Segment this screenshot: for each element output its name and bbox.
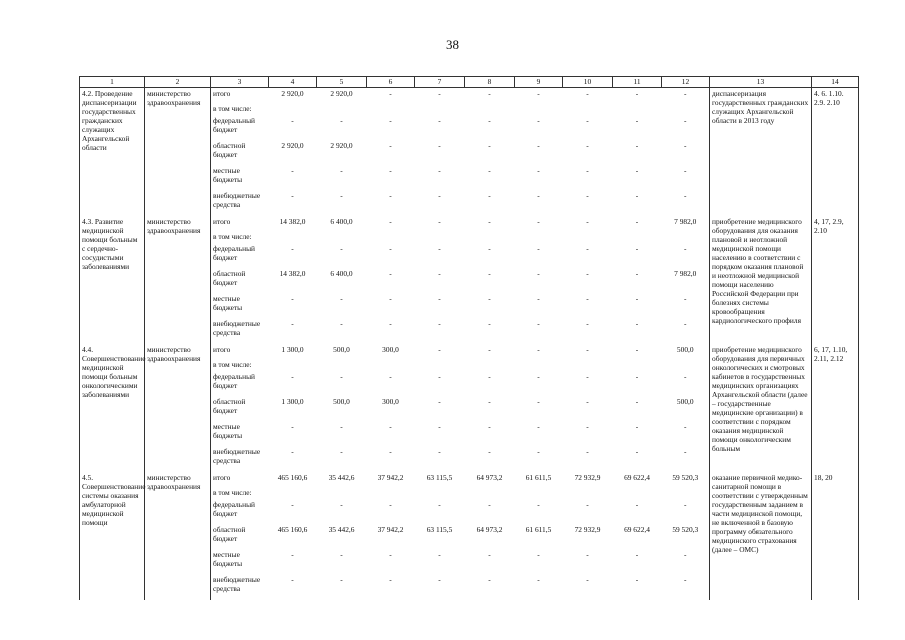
amount-cell: -	[635, 550, 639, 559]
amount-cell: 465 160,6	[277, 473, 308, 482]
amount-cell: -	[389, 294, 392, 303]
amount-cell	[269, 488, 317, 500]
amount-cell: -	[389, 191, 392, 200]
amount-cell: -	[438, 294, 441, 303]
amount-cell: -	[537, 294, 540, 303]
amount-cell: -	[340, 372, 343, 381]
amount-cell: 6 400,0	[330, 217, 353, 226]
amount-cell	[515, 232, 563, 244]
amount-cell: 500,0	[676, 345, 694, 354]
amount-cell: -	[635, 116, 639, 125]
amount-cell: 35 442,6	[328, 525, 355, 534]
amount-cell: -	[586, 217, 589, 226]
amount-cell	[415, 232, 465, 244]
amount-cell	[415, 488, 465, 500]
amount-cell: -	[291, 575, 294, 584]
amount-cell	[613, 232, 662, 244]
amount-cell: -	[488, 422, 491, 431]
amount-cell	[415, 104, 465, 116]
funding-source: областной бюджет	[213, 141, 246, 159]
amount-cell: -	[586, 447, 589, 456]
amount-cell: -	[438, 575, 441, 584]
funding-source: итого	[213, 345, 231, 354]
amount-cell: -	[389, 244, 392, 253]
amount-cell	[317, 488, 367, 500]
funding-source: в том числе:	[213, 488, 252, 497]
amount-cell: -	[586, 269, 589, 278]
amount-cell: -	[537, 269, 540, 278]
amount-cell: -	[389, 269, 392, 278]
amount-cell: -	[488, 294, 491, 303]
amount-cell	[269, 104, 317, 116]
amount-cell: -	[537, 244, 540, 253]
expected-result: приобретение медицинского оборудования для оказания плановой и неотложной медицинской помощи населению в соответствии с порядком оказания плановой и неотложной медицинской помощи населению Российской Федерации при болезнях системы кровообращения кардиологического профиля	[710, 216, 812, 344]
executor: министерство здравоохранения	[145, 472, 211, 600]
funding-source: итого	[213, 89, 231, 98]
activity-name: 4.5. Совершенствование системы оказания амбулаторной медицинской помощи	[80, 472, 145, 600]
amount-cell: -	[389, 550, 392, 559]
amount-cell: -	[389, 116, 392, 125]
amount-cell: -	[635, 447, 639, 456]
amount-cell	[563, 232, 613, 244]
column-number: 7	[415, 77, 465, 88]
funding-source: областной бюджет	[213, 397, 246, 415]
funding-source: в том числе:	[213, 104, 252, 113]
amount-cell	[367, 360, 415, 372]
amount-cell: -	[684, 575, 687, 584]
amount-cell: 37 942,2	[377, 473, 404, 482]
funding-source: федеральный бюджет	[213, 500, 255, 518]
column-number: 2	[145, 77, 211, 88]
amount-cell: 500,0	[333, 345, 350, 354]
expected-result: оказание первичной медико-санитарной помощи в соответствии с утвержденным государственным заданием в части медицинской помощи, не включенной в базовую программу обязательного медицинского страхования (далее – ОМС)	[710, 472, 812, 600]
amount-cell: -	[389, 422, 392, 431]
amount-cell	[367, 488, 415, 500]
amount-cell: 300,0	[382, 397, 399, 406]
amount-cell: -	[340, 191, 343, 200]
amount-cell: -	[537, 319, 540, 328]
amount-cell: 69 622,4	[624, 473, 650, 482]
amount-cell: 500,0	[333, 397, 350, 406]
funding-source: итого	[213, 217, 231, 226]
amount-cell: -	[635, 372, 639, 381]
amount-cell: -	[488, 447, 491, 456]
funding-source: местные бюджеты	[213, 550, 243, 568]
amount-cell: -	[537, 89, 540, 98]
amount-cell: -	[684, 141, 687, 150]
amount-cell	[613, 104, 662, 116]
amount-cell: -	[340, 550, 343, 559]
amount-cell: -	[389, 141, 392, 150]
amount-cell	[465, 104, 515, 116]
column-number: 3	[211, 77, 269, 88]
amount-cell: -	[635, 89, 639, 98]
amount-cell: -	[488, 269, 491, 278]
amount-cell: -	[635, 500, 639, 509]
amount-cell: -	[291, 422, 294, 431]
amount-cell	[269, 360, 317, 372]
amount-cell: -	[684, 116, 687, 125]
amount-cell: -	[537, 217, 540, 226]
amount-cell: -	[684, 244, 687, 253]
amount-cell	[465, 360, 515, 372]
amount-cell: -	[635, 294, 639, 303]
amount-cell: -	[635, 244, 639, 253]
amount-cell	[662, 360, 710, 372]
column-number: 12	[662, 77, 710, 88]
amount-cell	[367, 104, 415, 116]
amount-cell: 35 442,6	[328, 473, 355, 482]
amount-cell: -	[438, 397, 441, 406]
amount-cell: -	[488, 191, 491, 200]
amount-cell: -	[635, 269, 639, 278]
column-number: 14	[812, 77, 859, 88]
amount-cell: -	[635, 319, 639, 328]
amount-cell: -	[586, 397, 589, 406]
amount-cell: -	[438, 345, 441, 354]
amount-cell: -	[438, 422, 441, 431]
amount-cell: 1 300,0	[281, 345, 304, 354]
funding-source: областной бюджет	[213, 525, 246, 543]
amount-cell: -	[291, 500, 294, 509]
amount-cell: -	[438, 550, 441, 559]
amount-cell	[515, 360, 563, 372]
amount-cell: -	[488, 89, 491, 98]
column-number: 8	[465, 77, 515, 88]
amount-cell: -	[488, 244, 491, 253]
amount-cell	[317, 104, 367, 116]
amount-cell: -	[488, 116, 491, 125]
amount-cell: -	[684, 89, 687, 98]
amount-cell: -	[684, 294, 687, 303]
amount-cell	[317, 232, 367, 244]
amount-cell: 72 932,9	[574, 473, 601, 482]
funding-source: местные бюджеты	[213, 422, 243, 440]
funding-row	[80, 344, 859, 360]
amount-cell: -	[340, 447, 343, 456]
amount-cell: 2 920,0	[281, 89, 304, 98]
amount-cell: -	[340, 166, 343, 175]
amount-cell: -	[389, 89, 392, 98]
amount-cell: -	[537, 372, 540, 381]
amount-cell: -	[586, 422, 589, 431]
amount-cell: -	[488, 141, 491, 150]
amount-cell: -	[389, 166, 392, 175]
amount-cell: -	[537, 550, 540, 559]
amount-cell: -	[537, 575, 540, 584]
amount-cell: -	[438, 269, 441, 278]
amount-cell: 69 622,4	[624, 525, 650, 534]
amount-cell: -	[438, 244, 441, 253]
amount-cell: 2 920,0	[281, 141, 304, 150]
amount-cell: -	[635, 345, 639, 354]
amount-cell: -	[586, 191, 589, 200]
amount-cell: 37 942,2	[377, 525, 404, 534]
amount-cell: -	[635, 166, 639, 175]
activity-name: 4.3. Развитие медицинской помощи больным с сердечно-сосудистыми заболеваниями	[80, 216, 145, 344]
funding-source: внебюджетные средства	[213, 575, 261, 593]
funding-row	[80, 88, 859, 105]
amount-cell	[563, 104, 613, 116]
amount-cell	[515, 104, 563, 116]
funding-source: федеральный бюджет	[213, 244, 255, 262]
amount-cell: -	[389, 447, 392, 456]
program-activities-table	[79, 76, 859, 600]
amount-cell: -	[340, 575, 343, 584]
amount-cell	[269, 232, 317, 244]
amount-cell: -	[488, 500, 491, 509]
amount-cell: -	[537, 345, 540, 354]
amount-cell: -	[537, 141, 540, 150]
column-number-row	[80, 77, 859, 88]
amount-cell: -	[291, 191, 294, 200]
executor: министерство здравоохранения	[145, 344, 211, 472]
amount-cell	[613, 360, 662, 372]
amount-cell: -	[291, 550, 294, 559]
amount-cell: -	[684, 372, 687, 381]
amount-cell	[662, 232, 710, 244]
amount-cell: -	[389, 372, 392, 381]
amount-cell: -	[635, 191, 639, 200]
amount-cell: -	[586, 89, 589, 98]
amount-cell: 6 400,0	[330, 269, 353, 278]
amount-cell: -	[340, 422, 343, 431]
amount-cell: -	[340, 319, 343, 328]
amount-cell: 300,0	[382, 345, 399, 354]
amount-cell: -	[438, 89, 441, 98]
expected-result: приобретение медицинского оборудования для первичных онкологических и смотровых кабинетов в государственных медицинских организациях Архангельской области (далее – государственные медицинские организации) в соответствии с порядком оказания медицинской помощи онкологическим больным	[710, 344, 812, 472]
activity-name: 4.2. Проведение диспансеризации государственных гражданских служащих Архангельской области	[80, 88, 145, 217]
amount-cell: -	[635, 397, 639, 406]
expected-result: диспансеризация государственных гражданских служащих Архангельской области в 2013 году	[710, 88, 812, 217]
column-number: 9	[515, 77, 563, 88]
amount-cell: 63 115,5	[426, 525, 453, 534]
amount-cell: -	[684, 550, 687, 559]
amount-cell: -	[340, 294, 343, 303]
amount-cell: 7 982,0	[674, 217, 697, 226]
amount-cell: -	[586, 141, 589, 150]
amount-cell	[662, 104, 710, 116]
indicator-links: 18, 20	[812, 472, 859, 600]
amount-cell: -	[635, 217, 639, 226]
amount-cell	[317, 360, 367, 372]
amount-cell: -	[684, 166, 687, 175]
amount-cell: -	[537, 422, 540, 431]
amount-cell: -	[537, 166, 540, 175]
amount-cell: -	[438, 372, 441, 381]
amount-cell: 500,0	[676, 397, 694, 406]
amount-cell: -	[586, 319, 589, 328]
funding-source: областной бюджет	[213, 269, 246, 287]
amount-cell: -	[635, 422, 639, 431]
amount-cell: 14 382,0	[279, 217, 306, 226]
amount-cell: -	[438, 141, 441, 150]
amount-cell	[563, 488, 613, 500]
page-number: 38	[446, 37, 459, 52]
amount-cell: -	[340, 500, 343, 509]
amount-cell: 72 932,9	[574, 525, 601, 534]
column-number: 10	[563, 77, 613, 88]
indicator-links: 4, 17, 2.9, 2.10	[812, 216, 859, 344]
amount-cell: -	[537, 500, 540, 509]
amount-cell: -	[340, 116, 343, 125]
amount-cell	[613, 488, 662, 500]
amount-cell	[662, 488, 710, 500]
column-number: 13	[710, 77, 812, 88]
amount-cell: -	[537, 397, 540, 406]
amount-cell: -	[586, 550, 589, 559]
amount-cell: -	[488, 575, 491, 584]
amount-cell: -	[537, 116, 540, 125]
column-number: 4	[269, 77, 317, 88]
amount-cell: -	[438, 191, 441, 200]
funding-source: местные бюджеты	[213, 166, 243, 184]
amount-cell: -	[488, 345, 491, 354]
amount-cell: -	[537, 447, 540, 456]
amount-cell: -	[586, 294, 589, 303]
amount-cell: -	[684, 447, 687, 456]
amount-cell: -	[684, 191, 687, 200]
amount-cell: -	[488, 397, 491, 406]
column-number: 6	[367, 77, 415, 88]
amount-cell: 1 300,0	[281, 397, 304, 406]
amount-cell: -	[488, 319, 491, 328]
funding-source: в том числе:	[213, 232, 252, 241]
funding-source: итого	[213, 473, 231, 482]
amount-cell	[563, 360, 613, 372]
amount-cell: -	[586, 345, 589, 354]
amount-cell: -	[635, 141, 639, 150]
funding-source: федеральный бюджет	[213, 116, 255, 134]
amount-cell: -	[291, 447, 294, 456]
column-number: 1	[80, 77, 145, 88]
amount-cell: -	[488, 217, 491, 226]
executor: министерство здравоохранения	[145, 216, 211, 344]
funding-source: федеральный бюджет	[213, 372, 255, 390]
amount-cell: -	[684, 319, 687, 328]
amount-cell: 2 920,0	[330, 89, 353, 98]
funding-source: внебюджетные средства	[213, 191, 261, 209]
funding-source: местные бюджеты	[213, 294, 243, 312]
amount-cell: -	[438, 217, 441, 226]
activity-name: 4.4. Совершенствование медицинской помощи больным онкологическими заболеваниями	[80, 344, 145, 472]
amount-cell: -	[291, 244, 294, 253]
indicator-links: 4. 6. 1.10. 2.9. 2.10	[812, 88, 859, 217]
amount-cell: -	[389, 319, 392, 328]
amount-cell	[415, 360, 465, 372]
amount-cell: -	[586, 116, 589, 125]
amount-cell: 63 115,5	[426, 473, 453, 482]
amount-cell: 59 520,3	[672, 525, 699, 534]
funding-row	[80, 472, 859, 488]
executor: министерство здравоохранения	[145, 88, 211, 217]
amount-cell: 59 520,3	[672, 473, 699, 482]
amount-cell: -	[291, 116, 294, 125]
amount-cell: -	[586, 500, 589, 509]
amount-cell: 64 973,2	[476, 525, 503, 534]
amount-cell: -	[438, 447, 441, 456]
amount-cell: -	[635, 575, 639, 584]
amount-cell: 465 160,6	[277, 525, 308, 534]
amount-cell: -	[488, 166, 491, 175]
amount-cell: -	[389, 217, 392, 226]
amount-cell	[465, 232, 515, 244]
amount-cell	[515, 488, 563, 500]
indicator-links: 6, 17, 1.10, 2.11, 2.12	[812, 344, 859, 472]
amount-cell: -	[291, 166, 294, 175]
amount-cell: 7 982,0	[674, 269, 697, 278]
amount-cell: 61 611,5	[525, 473, 552, 482]
amount-cell	[465, 488, 515, 500]
amount-cell: -	[389, 575, 392, 584]
amount-cell: -	[586, 244, 589, 253]
amount-cell: 64 973,2	[476, 473, 503, 482]
amount-cell: -	[586, 575, 589, 584]
column-number: 5	[317, 77, 367, 88]
amount-cell: 61 611,5	[525, 525, 552, 534]
amount-cell: -	[389, 500, 392, 509]
funding-source: внебюджетные средства	[213, 319, 261, 337]
amount-cell: -	[586, 372, 589, 381]
amount-cell: -	[488, 550, 491, 559]
amount-cell: 2 920,0	[330, 141, 353, 150]
amount-cell: -	[586, 166, 589, 175]
amount-cell: -	[291, 372, 294, 381]
amount-cell: -	[438, 166, 441, 175]
amount-cell: -	[291, 294, 294, 303]
amount-cell: -	[684, 500, 687, 509]
amount-cell: 14 382,0	[279, 269, 306, 278]
funding-source: внебюджетные средства	[213, 447, 261, 465]
amount-cell	[367, 232, 415, 244]
amount-cell: -	[537, 191, 540, 200]
amount-cell: -	[438, 500, 441, 509]
column-number: 11	[613, 77, 662, 88]
amount-cell: -	[488, 372, 491, 381]
amount-cell: -	[291, 319, 294, 328]
amount-cell: -	[438, 319, 441, 328]
amount-cell: -	[684, 422, 687, 431]
funding-source: в том числе:	[213, 360, 252, 369]
funding-row	[80, 216, 859, 232]
amount-cell: -	[438, 116, 441, 125]
amount-cell: -	[340, 244, 343, 253]
